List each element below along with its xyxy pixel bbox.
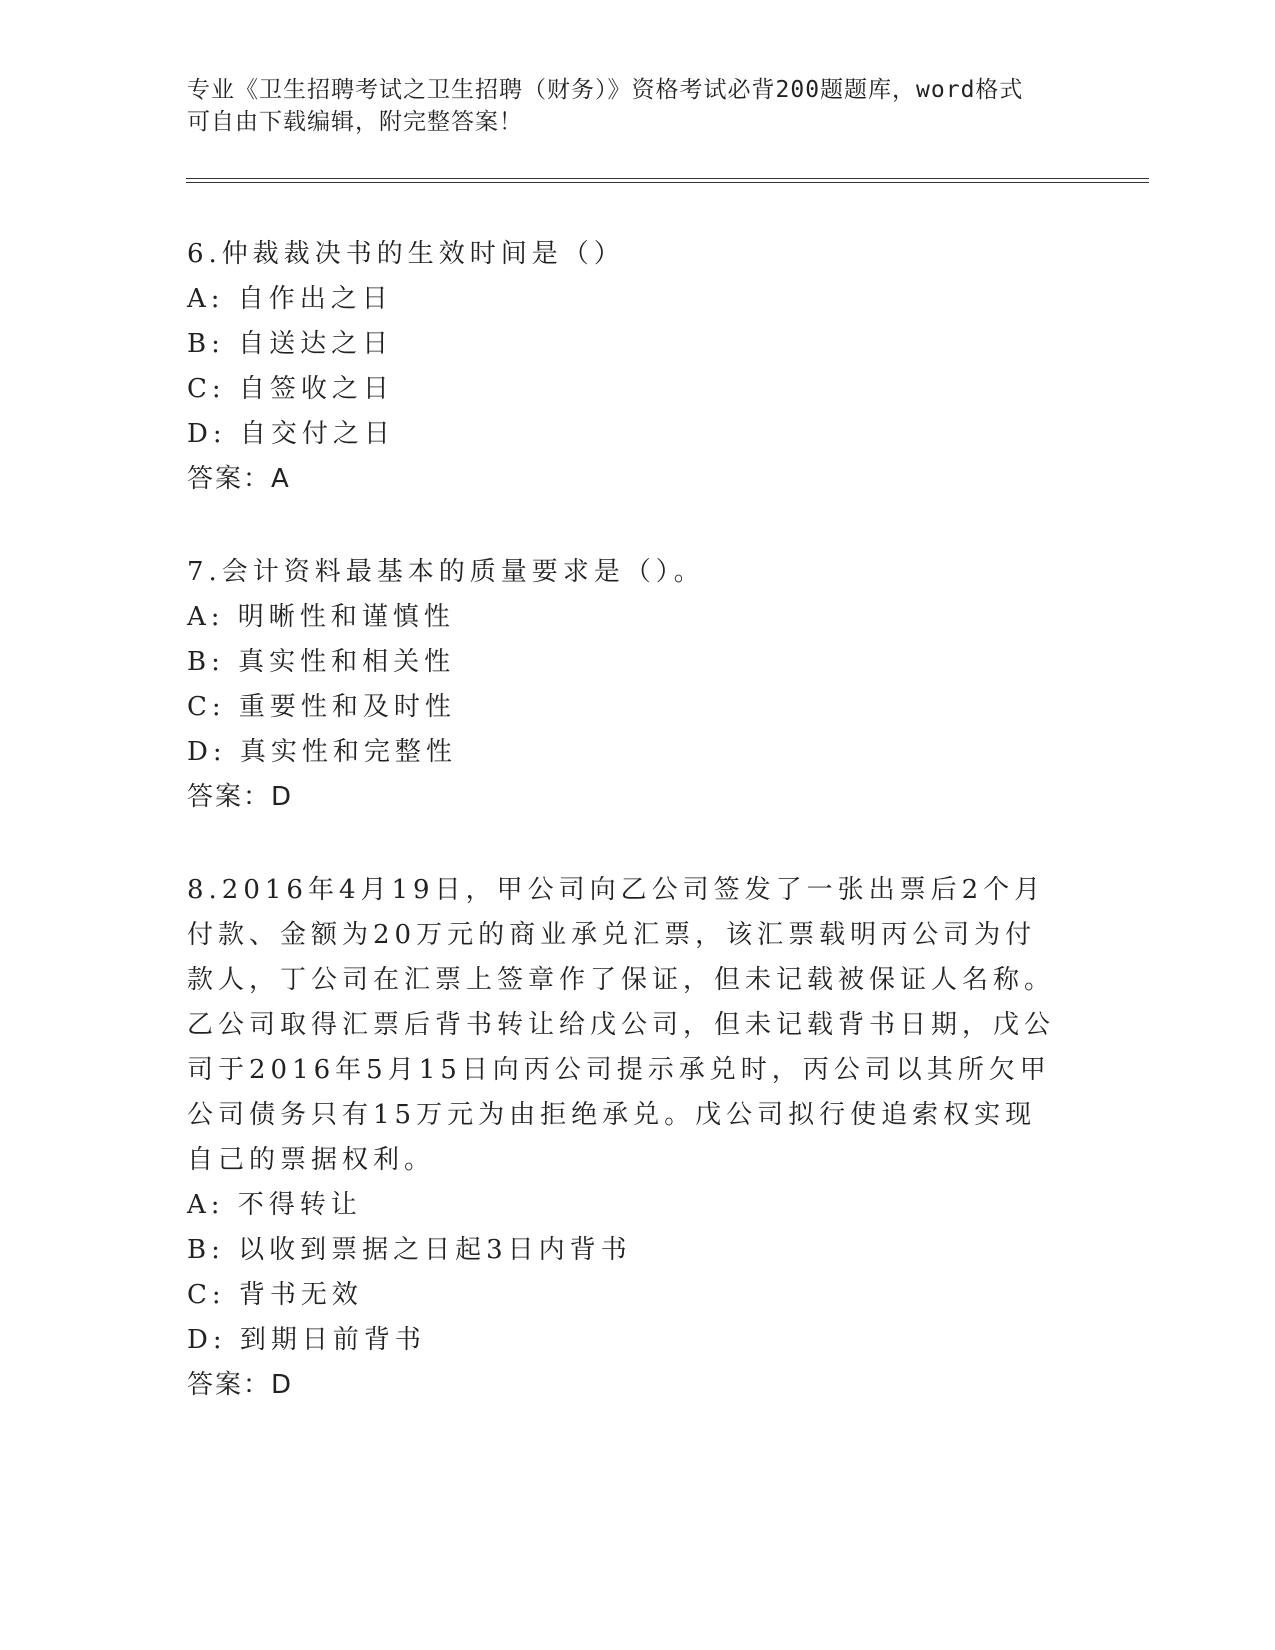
option-b: B: 以收到票据之日起3日内背书 [187, 1235, 632, 1265]
option-a: A: 明晰性和谨慎性 [187, 602, 455, 632]
answer: 答案：D [187, 782, 294, 812]
question-8 [187, 868, 1087, 1408]
question-7 [187, 550, 1087, 820]
option-c: C: 自签收之日 [187, 374, 394, 404]
option-c: C: 背书无效 [187, 1280, 363, 1310]
option-c: C: 重要性和及时性 [187, 692, 456, 722]
answer: 答案：A [187, 464, 291, 494]
option-a: A: 不得转让 [187, 1190, 362, 1220]
option-d: D: 自交付之日 [187, 419, 395, 449]
answer: 答案：D [187, 1370, 294, 1400]
option-b: B: 自送达之日 [187, 329, 394, 359]
option-b: B: 真实性和相关性 [187, 647, 456, 677]
question-stem: 7.会计资料最基本的质量要求是（）。 [187, 557, 705, 587]
header-divider-top [186, 178, 1149, 179]
header-divider-bottom [186, 182, 1149, 183]
option-d: D: 到期日前背书 [187, 1325, 426, 1355]
header-line-1: 专业《卫生招聘考试之卫生招聘（财务）》资格考试必背200题题库，word格式 [187, 77, 1024, 103]
option-d: D: 真实性和完整性 [187, 737, 457, 767]
header-line-2: 可自由下载编辑，附完整答案！ [187, 109, 523, 135]
question-stem: 8.2016年4月19日，甲公司向乙公司签发了一张出票后2个月付款、金额为20万元的商业承兑汇票，该汇票载明丙公司为付款人，丁公司在汇票上签章作了保证，但未记载被保证人名称。乙公司取得汇票后背书转让给戊公司，但未记载背书日期，戊公司于2016年5月15日向丙公司提示承兑时，丙公司以其所欠甲公司债务只有15万元为由拒绝承兑。戊公司拟行使追索权实现自己的票据权利。 [187, 875, 1056, 1175]
question-stem: 6.仲裁裁决书的生效时间是（） [187, 239, 625, 269]
option-a: A: 自作出之日 [187, 284, 393, 314]
question-6 [187, 232, 1087, 502]
document-header [187, 74, 1067, 138]
